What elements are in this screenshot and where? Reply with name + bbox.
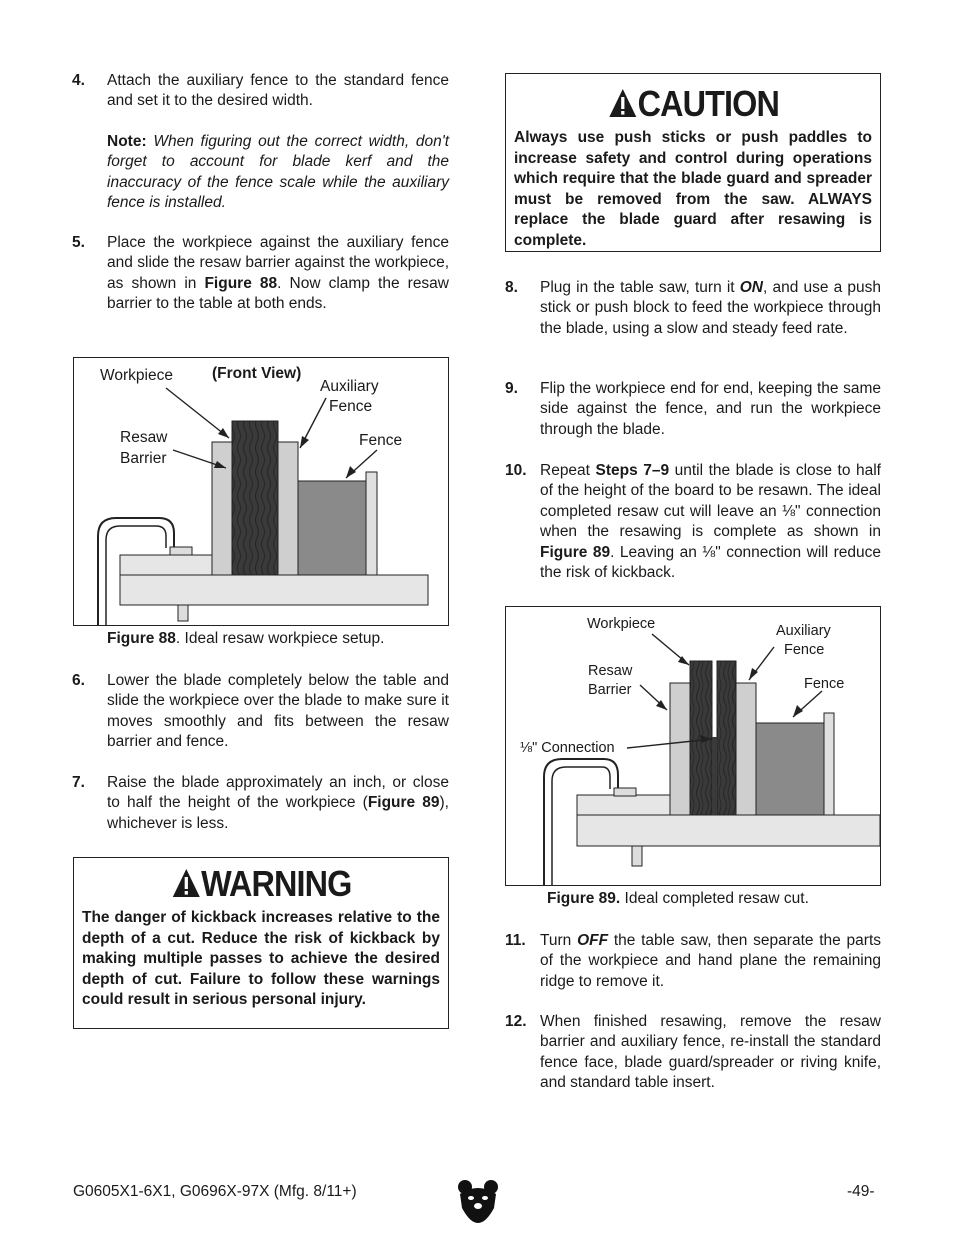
bear-logo-icon xyxy=(456,1178,500,1229)
warning-text: The danger of kickback increases relative to the depth of a cut. Reduce the risk of kickback by making multiple passes to achieve the desired depth of cut. Failure to follow these warnings could result in serious personal injury. xyxy=(82,909,440,1008)
step-6: 6. Lower the blade completely below the table and slide the workpiece over the blade to make sure it moves smoothly and fits between the resaw barrier and fence. xyxy=(72,672,449,751)
warning-triangle-icon xyxy=(171,867,202,899)
label-aux-2: Fence xyxy=(329,398,373,415)
figure-88 xyxy=(73,357,449,626)
label-resaw-1-89: Resaw xyxy=(588,663,633,679)
caution-header: CAUTION xyxy=(532,84,854,124)
caution-triangle-icon xyxy=(607,87,638,119)
step-5: 5. Place the workpiece against the auxiliary fence and slide the resaw barrier against the workpiece, as shown in Figure 88. Now clamp the resaw barrier to the table at both ends. xyxy=(72,234,449,313)
label-workpiece: Workpiece xyxy=(100,367,173,384)
figure-89 xyxy=(505,606,881,886)
step-12: 12. When finished resawing, remove the resaw barrier and auxiliary fence, re-install the standard fence face, blade guard/spreader or riving knife, and standard table insert. xyxy=(505,1013,881,1092)
label-resaw-1: Resaw xyxy=(120,429,168,446)
step-7: 7. Raise the blade approximately an inch, or close to half the height of the workpiece (Figure 89), whichever is less. xyxy=(72,774,449,832)
note: Note: When figuring out the correct width, don't forget to account for blade kerf and the inaccuracy of the fence scale while the auxiliary fence is installed. xyxy=(107,133,450,212)
figure-89-caption: Figure 89. Ideal completed resaw cut. xyxy=(547,890,809,907)
label-workpiece-89: Workpiece xyxy=(587,616,656,632)
footer-page: -49- xyxy=(847,1183,875,1200)
label-fence: Fence xyxy=(359,432,403,449)
step-11: 11. Turn OFF the table saw, then separate the parts of the workpiece and hand plane the remaining ridge to remove it. xyxy=(505,932,882,990)
footer-model: G0605X1-6X1, G0696X-97X (Mfg. 8/11+) xyxy=(73,1183,357,1200)
label-front-view: (Front View) xyxy=(212,365,302,382)
label-connection: ⅛" Connection xyxy=(520,740,615,756)
warning-box xyxy=(73,857,449,1029)
warning-header: WARNING xyxy=(100,864,422,904)
label-aux-1: Auxiliary xyxy=(320,378,379,395)
step-9: 9. Flip the workpiece end for end, keeping the same side against the fence, and run the workpiece through the blade. xyxy=(505,380,881,438)
caution-text: Always use push sticks or push paddles to increase safety and control during operations which require that the blade guard and spreader must be removed from the saw. ALWAYS replace the blade guard after resawing is complete. xyxy=(514,129,872,249)
label-fence-89: Fence xyxy=(804,676,845,692)
figure-88-caption: Figure 88. Ideal resaw workpiece setup. xyxy=(107,630,385,647)
label-aux-1-89: Auxiliary xyxy=(776,623,831,639)
step-4: 4. Attach the auxiliary fence to the standard fence and set it to the desired width. xyxy=(72,72,449,110)
step-10: 10. Repeat Steps 7–9 until the blade is close to half of the height of the board to be resawn. The ideal completed resaw cut will leave an ⅛" connection when the resawing is complete as shown in Figure 89. Leaving an ⅛" connection will reduce the risk of kickback. xyxy=(505,462,882,582)
step-8: 8. Plug in the table saw, turn it ON, and use a push stick or push block to feed the workpiece through the blade, using a slow and steady feed rate. xyxy=(505,279,881,337)
caution-box xyxy=(505,73,881,252)
label-resaw-2-89: Barrier xyxy=(588,682,632,698)
figure-88-illustration xyxy=(74,358,448,625)
label-aux-2-89: Fence xyxy=(784,642,825,658)
label-resaw-2: Barrier xyxy=(120,450,167,467)
